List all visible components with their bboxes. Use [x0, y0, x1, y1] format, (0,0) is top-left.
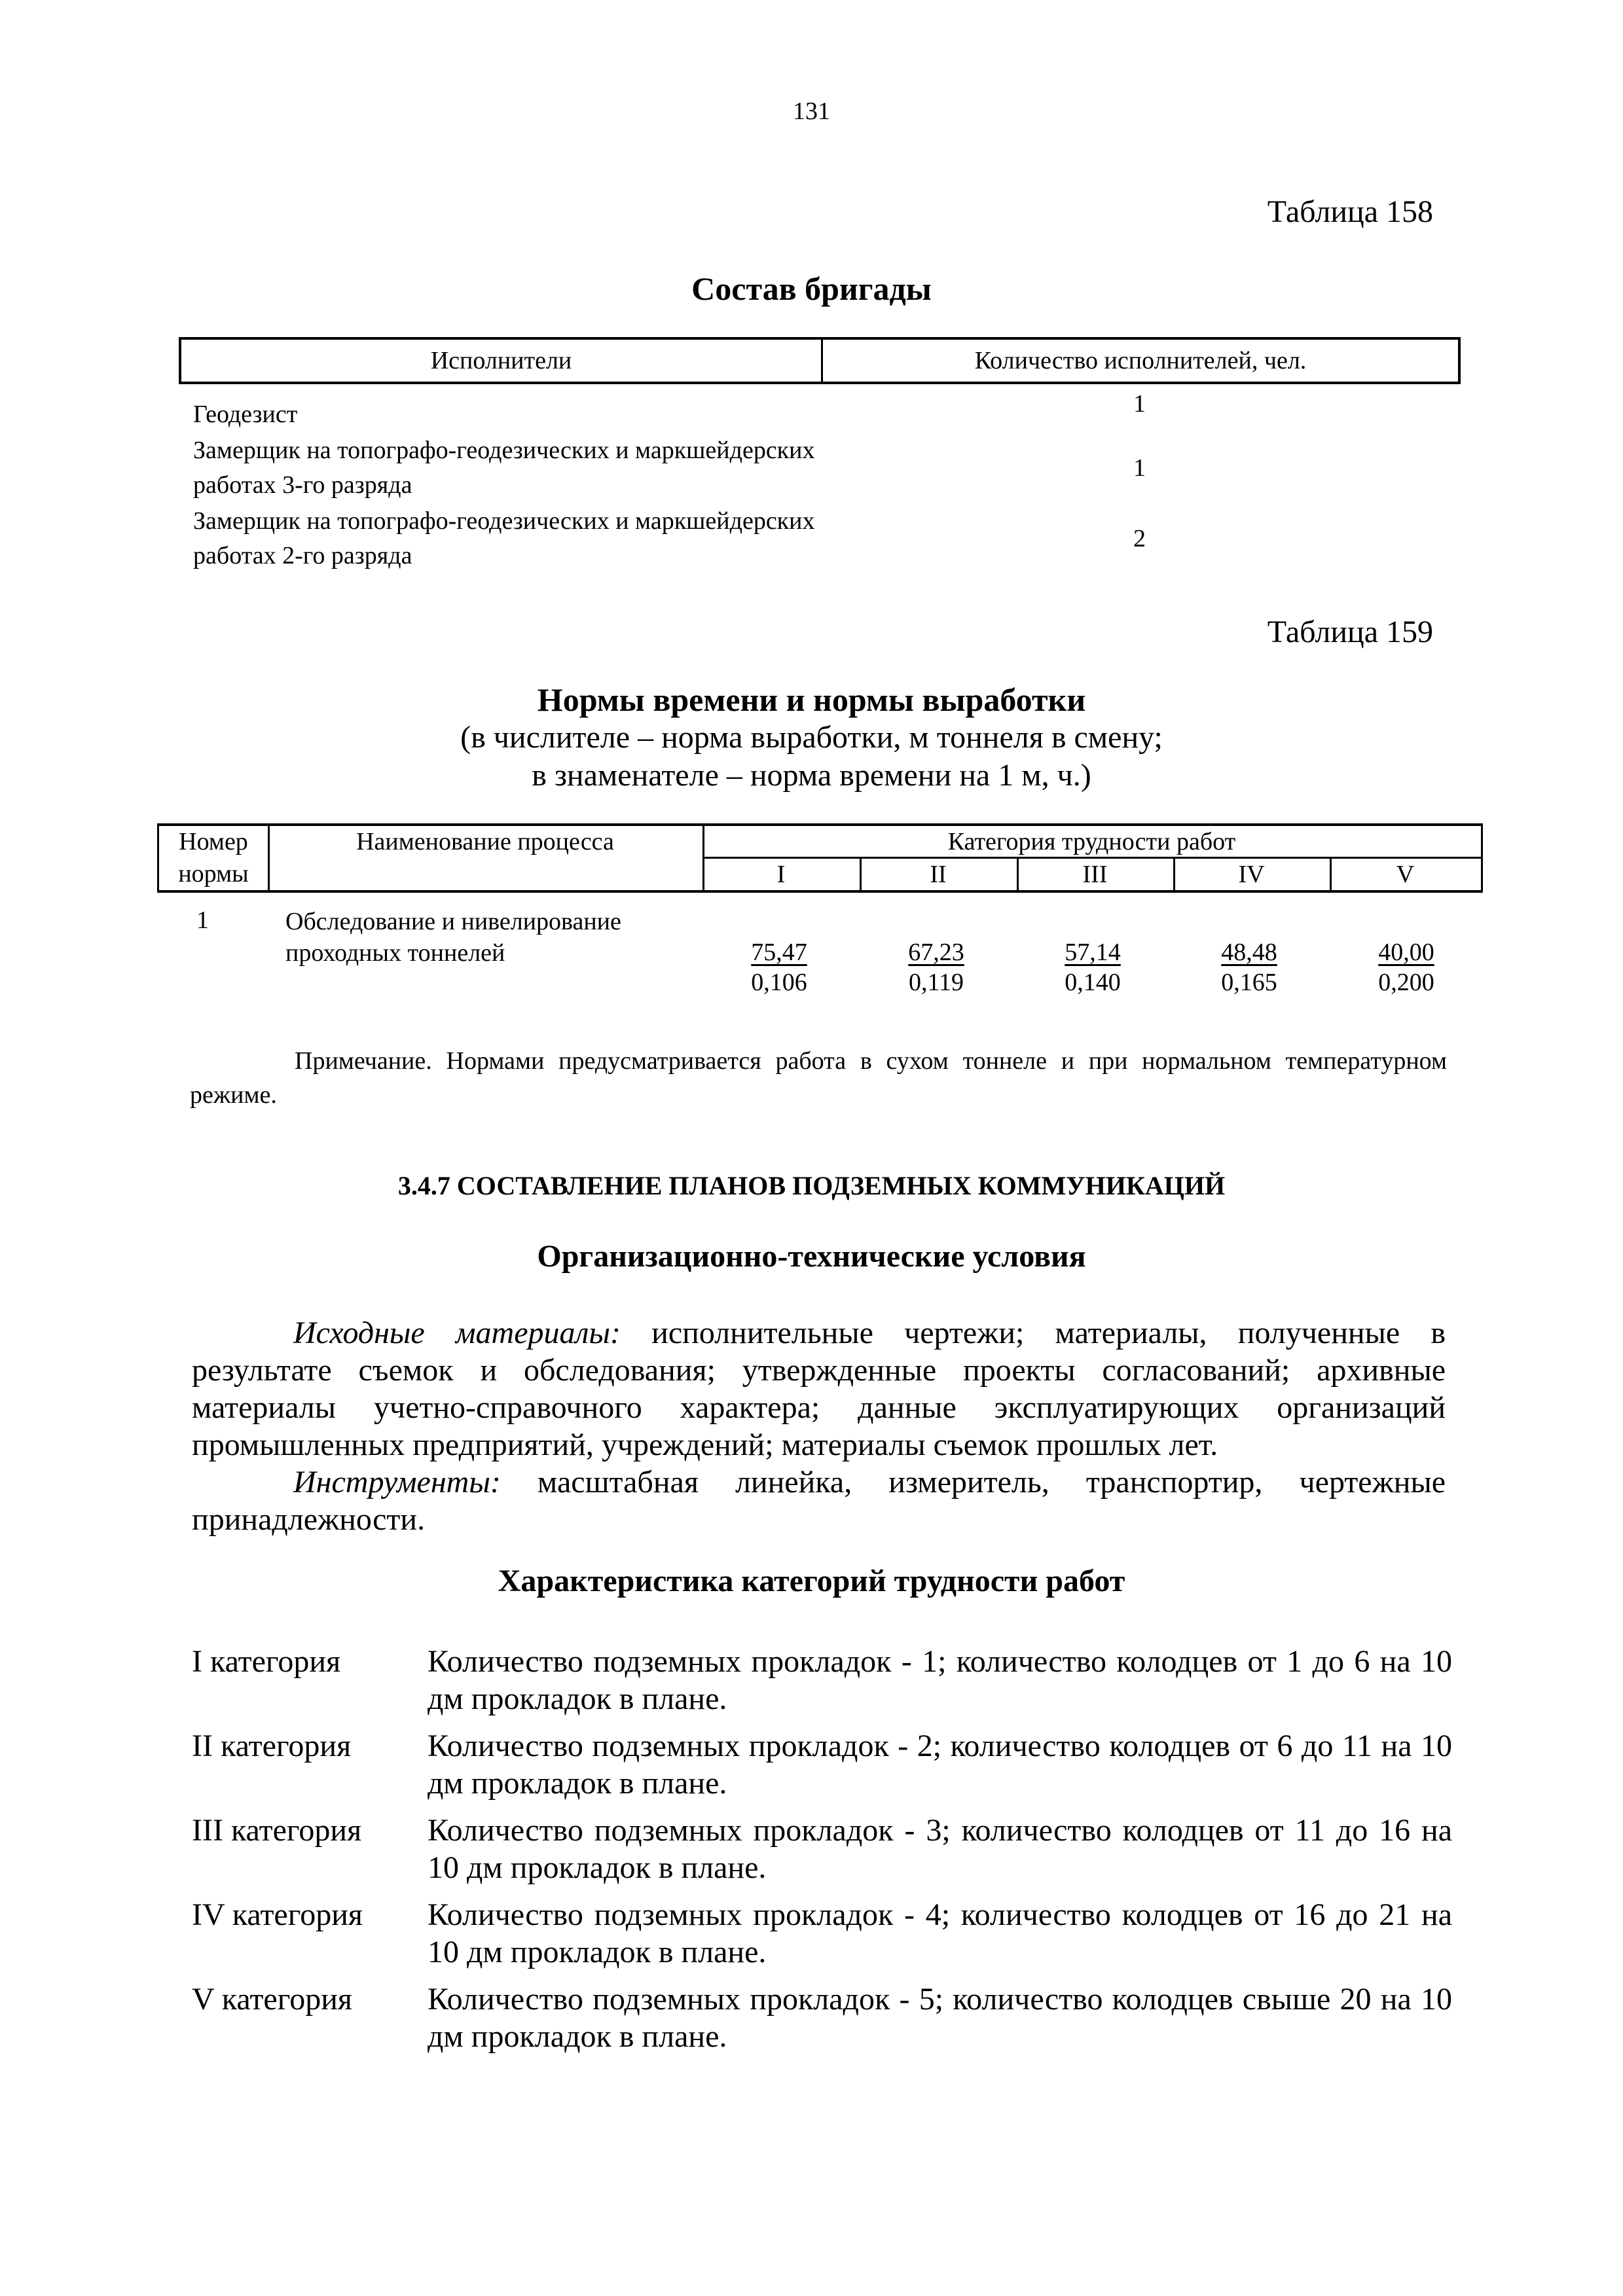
value-category-v — [1367, 937, 1446, 997]
table-row — [179, 389, 1461, 432]
categories-list — [192, 1643, 1452, 2065]
header-category-ii: II — [930, 861, 947, 888]
denominator: 0,119 — [908, 969, 964, 996]
list-item — [192, 1896, 1452, 1971]
materials-label: Исходные материалы: — [293, 1316, 621, 1350]
table-159-note: Примечание. Нормами предусматривается работа в сухом тоннеле и при нормальном температурном режиме. — [190, 1047, 1447, 1109]
numerator: 40,00 — [1378, 939, 1434, 966]
norm-number-cell: 1 — [196, 906, 209, 934]
process-cell: Обследование и нивелирование проходных тоннелей — [285, 908, 621, 967]
table-159-label: Таблица 159 — [1267, 615, 1433, 649]
category-text: Количество подземных прокладок - 2; количество колодцев от 6 до 11 на 10 дм прокладок в плане. — [428, 1729, 1452, 1801]
performer-cell: Геодезист — [193, 401, 298, 428]
header-category-iv: IV — [1238, 861, 1265, 888]
table-159-title: Нормы времени и нормы выработки — [537, 681, 1086, 718]
count-cell: 1 — [1133, 390, 1146, 418]
count-cell: 2 — [1133, 525, 1146, 552]
table-159-subtitle-1: (в числителе – норма выработки, м тоннеля в смену; — [460, 720, 1163, 755]
list-item — [192, 1643, 1452, 1717]
numerator: 48,48 — [1221, 939, 1277, 966]
header-process-name: Наименование процесса — [356, 828, 614, 855]
value-category-ii — [897, 937, 976, 997]
page-number: 131 — [793, 98, 830, 125]
category-label: IV категория — [192, 1897, 363, 1932]
category-label: II категория — [192, 1729, 352, 1763]
denominator: 0,165 — [1221, 969, 1277, 996]
table-158-header — [179, 337, 1461, 384]
section-body — [192, 1314, 1446, 1538]
header-category-group: Категория трудности работ — [947, 828, 1236, 855]
header-category-iii: III — [1082, 861, 1108, 888]
table-158-label: Таблица 158 — [1267, 194, 1433, 229]
category-label: III категория — [192, 1813, 362, 1848]
denominator: 0,106 — [751, 969, 807, 996]
header-category-v: V — [1396, 861, 1415, 888]
table-159-header — [157, 823, 1483, 893]
table-159 — [157, 823, 1483, 1024]
header-count: Количество исполнителей, чел. — [974, 347, 1307, 374]
header-category-i: I — [776, 861, 786, 888]
category-text: Количество подземных прокладок - 5; количество колодцев свыше 20 на 10 дм прокладок в плане. — [428, 1982, 1452, 2054]
header-norm-number-2: нормы — [178, 860, 249, 888]
table-158 — [179, 337, 1461, 573]
instruments-text: масштабная линейка, измеритель, транспортир, чертежные принадлежности. — [192, 1465, 1446, 1537]
table-row — [179, 504, 1461, 573]
value-category-iii — [1053, 937, 1132, 997]
numerator: 75,47 — [751, 939, 807, 966]
categories-title: Характеристика категорий трудности работ — [498, 1564, 1125, 1598]
header-norm-number-1: Номер — [179, 828, 248, 855]
section-heading: 3.4.7 СОСТАВЛЕНИЕ ПЛАНОВ ПОДЗЕМНЫХ КОММУНИКАЦИЙ — [397, 1171, 1226, 1200]
materials-paragraph — [192, 1314, 1446, 1463]
performer-cell: Замерщик на топографо-геодезических и маркшейдерских работах 2-го разряда — [193, 507, 815, 569]
table-159-subtitle-2: в знаменателе – норма времени на 1 м, ч.) — [532, 758, 1091, 793]
value-category-iv — [1210, 937, 1288, 997]
denominator: 0,140 — [1065, 969, 1121, 996]
category-label: I категория — [192, 1644, 341, 1679]
materials-text: исполнительные чертежи; материалы, полученные в результате съемок и обследования; утвержденные проекты согласований; архивные материалы учетно-справочного характера; данные эксплуатирующих организаций промышленных предприятий, учреждений; материалы съемок прошлых лет. — [192, 1316, 1446, 1462]
header-performers: Исполнители — [181, 340, 823, 382]
table-row — [157, 893, 1483, 1024]
instruments-label: Инструменты: — [293, 1465, 501, 1499]
category-text: Количество подземных прокладок - 3; количество колодцев от 11 до 16 на 10 дм прокладок в плане. — [428, 1813, 1452, 1885]
instruments-paragraph — [192, 1463, 1446, 1538]
table-row — [179, 433, 1461, 503]
numerator: 57,14 — [1065, 939, 1121, 966]
table-158-title: Состав бригады — [691, 270, 932, 307]
denominator: 0,200 — [1378, 969, 1434, 996]
list-item — [192, 1812, 1452, 1886]
numerator: 67,23 — [908, 939, 964, 966]
list-item — [192, 1727, 1452, 1802]
value-category-i — [740, 937, 818, 997]
category-text: Количество подземных прокладок - 1; количество колодцев от 1 до 6 на 10 дм прокладок в плане. — [428, 1644, 1452, 1716]
list-item — [192, 1981, 1452, 2055]
performer-cell: Замерщик на топографо-геодезических и маркшейдерских работах 3-го разряда — [193, 437, 815, 499]
count-cell: 1 — [1133, 454, 1146, 482]
category-text: Количество подземных прокладок - 4; количество колодцев от 16 до 21 на 10 дм прокладок в плане. — [428, 1897, 1452, 1969]
category-label: V категория — [192, 1982, 352, 2017]
section-subheading: Организационно-технические условия — [537, 1239, 1086, 1274]
